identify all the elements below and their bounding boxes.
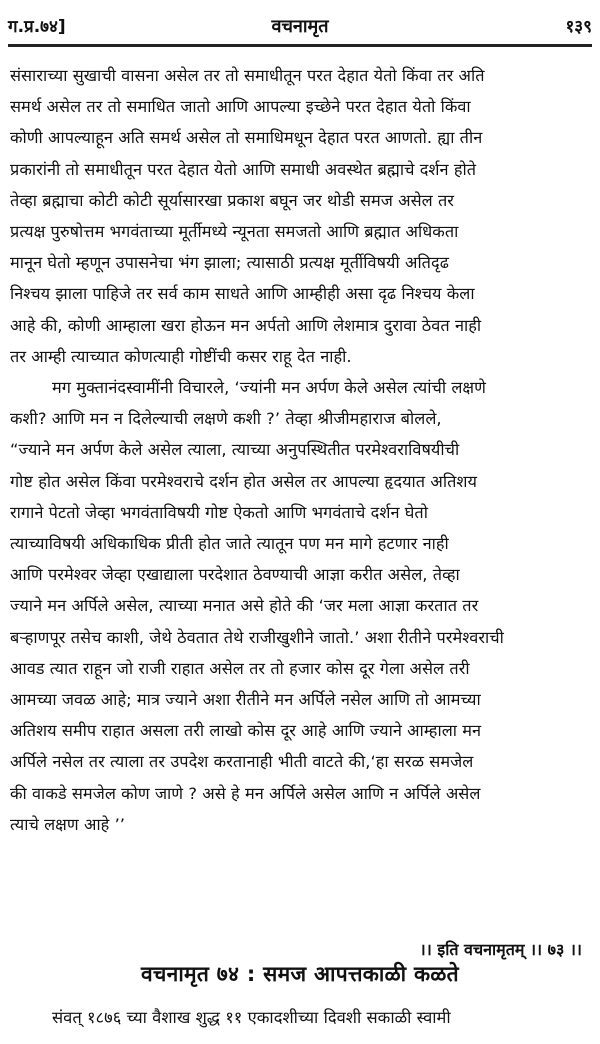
body-text (10, 60, 590, 840)
text-line: प्रत्यक्ष पुरुषोत्तम भगवंताच्या मूर्तीमध्ये न्यूनता समजतो आणि ब्रह्मात अधिकता (10, 222, 459, 242)
text-line: ज्याने मन अर्पिले असेल, त्याच्या मनात असे होते की ‘जर मला आज्ञा करतात तर (10, 596, 479, 616)
text-line: रागाने पेटतो जेव्हा भगवंताविषयी गोष्ट ऐकतो आणि भगवंताचे दर्शन घेतो (10, 502, 428, 522)
text-line: बऱ्हाणपूर तसेच काशी, जेथे ठेवतात तेथे राजीखुशीने जातो.’ अशा रीतीने परमेश्वराची (10, 627, 504, 647)
chapter-closing-formula: ।। इति वचनामृतम् ।। ७३ ।। (419, 940, 582, 959)
paragraph-2 (10, 372, 590, 840)
text-line: तेव्हा ब्रह्माचा कोटी कोटी सूर्यासारखा प्रकाश बघून जर थोडी समज असेल तर (10, 190, 455, 210)
text-line: अतिशय समीप राहात असला तरी लाखो कोस दूर आहे आणि ज्याने आम्हाला मन (10, 721, 482, 741)
text-line: की वाकडे समजेल कोण जाणे ? असे हे मन अर्पिले असेल आणि न अर्पिले असेल (10, 783, 481, 803)
text-line: कोणी आपल्याहून अति समर्थ असेल तो समाधिमधून देहात परत आणतो. ह्या तीन (10, 128, 483, 148)
chapter-heading: वचनामृत ७४ : समज आपत्तकाळी कळते (141, 962, 459, 986)
running-title: वचनामृत (271, 16, 329, 37)
text-line: गोष्ट होत असेल किंवा परमेश्वराचे दर्शन होत असेल तर आपल्या हृदयात अतिशय (10, 471, 478, 491)
text-line: समर्थ असेल तर तो समाधित जातो आणि आपल्या इच्छेने परत देहात येतो किंवा (10, 97, 471, 117)
paragraph-1 (10, 60, 590, 372)
page-number: १३९ (565, 17, 592, 37)
text-line: प्रकारांनी तो समाधीतून परत देहात येतो आणि समाधी अवस्थेत ब्रह्माचे दर्शन होते (10, 159, 477, 179)
text-line: निश्चय झाला पाहिजे तर सर्व काम साधते आणि आम्हीही असा दृढ निश्चय केला (10, 284, 475, 304)
text-line: आणि परमेश्वर जेव्हा एखाद्याला परदेशात ठेवण्याची आज्ञा करीत असेल, तेव्हा (10, 565, 460, 585)
text-line: संवत् १८७६ च्या वैशाख शुद्ध ११ एकादशीच्या दिवशी सकाळी स्वामी (52, 1008, 451, 1027)
text-line: “ज्याने मन अर्पण केले असेल त्याला, त्याच्या अनुपस्थितीत परमेश्वराविषयीची (10, 440, 460, 460)
text-line: आहे की, कोणी आम्हाला खरा होऊन मन अर्पतो आणि लेशमात्र दुरावा ठेवत नाही (10, 315, 482, 335)
text-line: आवड त्यात राहून जो राजी राहात असेल तर तो हजार कोस दूर गेला असेल तरी (10, 658, 470, 678)
text-line: कशी? आणि मन न दिलेल्याची लक्षणे कशी ?’ तेव्हा श्रीजीमहाराज बोलले, (10, 409, 442, 429)
text-line: मानून घेतो म्हणून उपासनेचा भंग झाला; त्यासाठी प्रत्यक्ष मूर्तीविषयी अतिदृढ (10, 253, 449, 273)
page-header (8, 4, 592, 44)
text-line: आमच्या जवळ आहे; मात्र ज्याने अशा रीतीने मन अर्पिले नसेल आणि तो आमच्या (10, 690, 481, 710)
text-line: त्याच्याविषयी अधिकाधिक प्रीती होत जाते त्यातून पण मन मागे हटणार नाही (10, 534, 449, 554)
text-line: संसाराच्या सुखाची वासना असेल तर तो समाधीतून परत देहात येतो किंवा तर अति (10, 66, 485, 85)
text-line: त्याचे लक्षण आहे ’’ (10, 814, 126, 834)
text-line: तर आम्ही त्याच्यात कोणत्याही गोष्टींची कसर राहू देत नाही. (10, 346, 352, 366)
section-reference: ग.प्र.७४] (8, 17, 66, 37)
text-line: अर्पिले नसेल तर त्याला तर उपदेश करतानाही भीती वाटते की,‘हा सरळ समजेल (10, 752, 474, 772)
text-line: मग मुक्तानंदस्वामींनी विचारले, ‘ज्यांनी मन अर्पण केले असेल त्यांची लक्षणे (52, 378, 486, 398)
header-rule (8, 44, 592, 47)
